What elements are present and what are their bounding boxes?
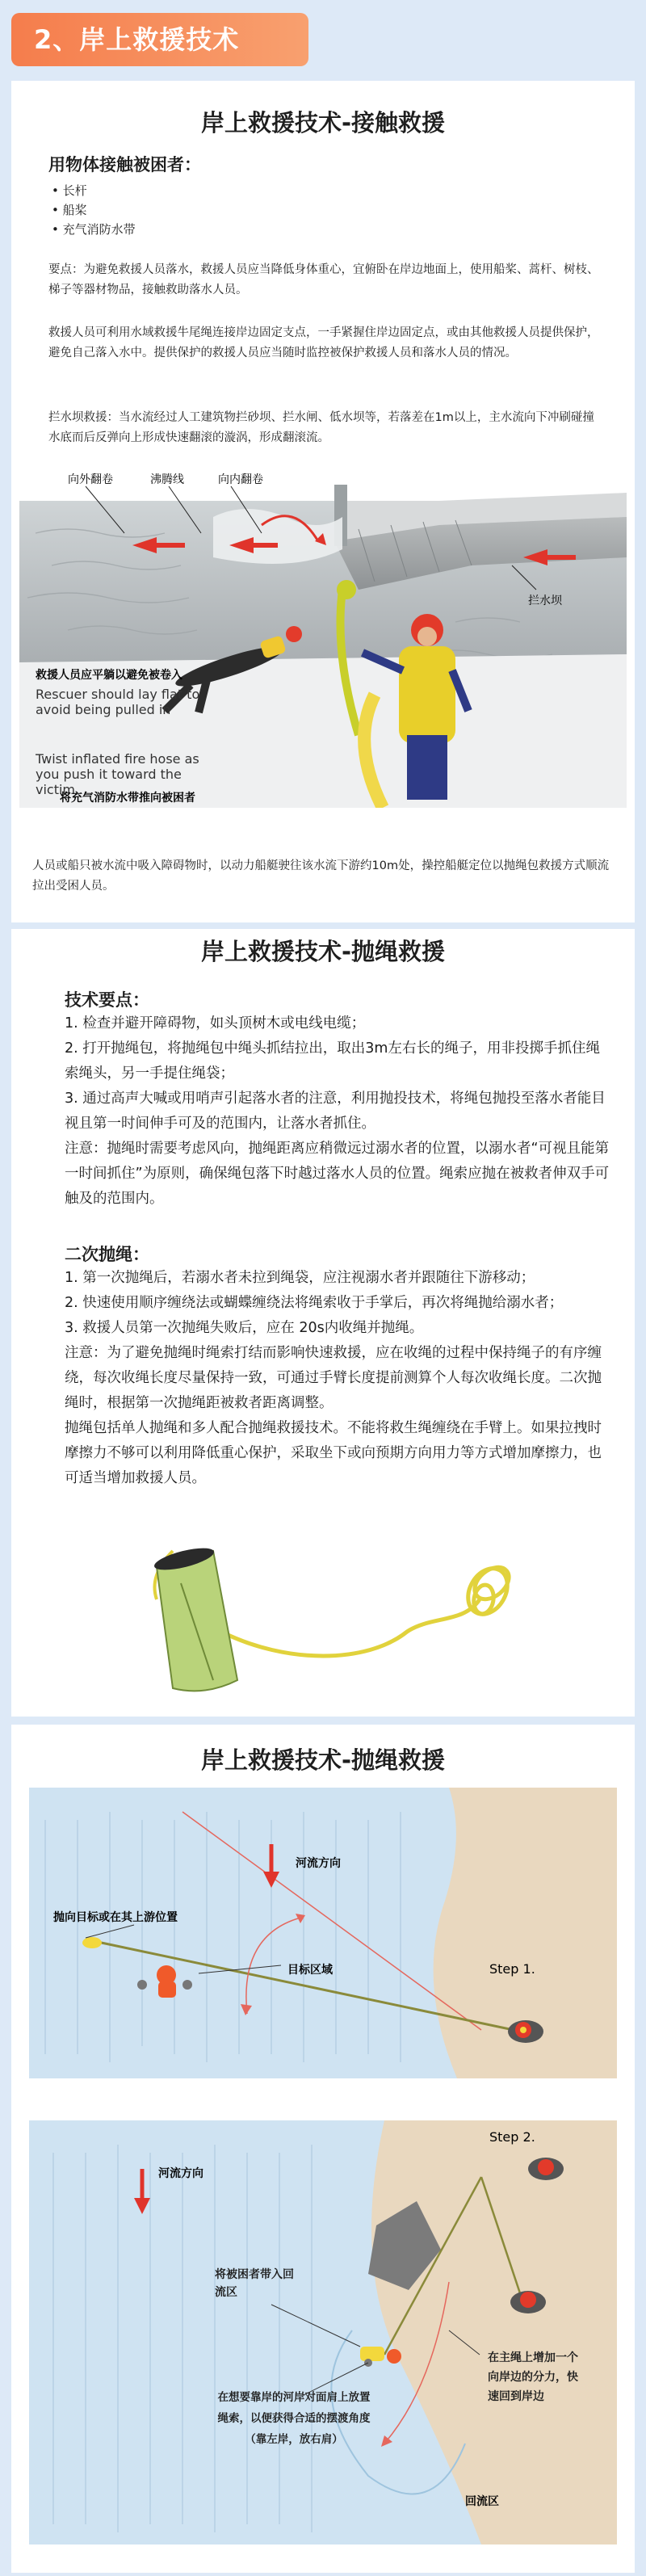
label-step1: Step 1. (489, 1961, 535, 1977)
label-into-eddy: 将被困者带入回流区 (215, 2268, 294, 2299)
label-rescuer-en: Rescuer should lay flat to avoid being pulled in (36, 687, 200, 717)
bullet-item: • 长杆 (52, 181, 136, 200)
point-item: 3. 救援人员第一次抛绳失败后，应在 20s内收绳并抛绳。 (65, 1320, 424, 1336)
bullet-list (52, 181, 136, 239)
section-tag: 2、岸上救援技术 (11, 13, 308, 66)
point-item: 2. 快速使用顺序缠绕法或蝴蝶缠绕法将绳索收于手掌后，再次将绳抛给溺水者； (65, 1295, 564, 1311)
throw-steps-card (11, 1725, 635, 2573)
label-hose-en: Twist inflated fire hose as you push it toward the victim (36, 751, 199, 797)
subtitle: 用物体接触被困者： (48, 155, 201, 174)
point-item: 3. 通过高声大喊或用哨声引起落水者的注意，利用抛投技术，将绳包抛投至落水者能目视且第一时间伸手可及的范围内，让落水者抓住。 (65, 1090, 606, 1132)
label-target-zone: 目标区域 (287, 1964, 333, 1977)
label-in: 向内翻卷 (218, 473, 263, 486)
label-river-direction: 河流方向 (158, 2167, 203, 2180)
label-boil: 沸腾线 (150, 473, 184, 486)
step1-diagram (29, 1788, 617, 2078)
throw-bag-rescue-card (11, 929, 635, 1717)
heading: 技术要点： (65, 990, 149, 1010)
paragraph: 救援人员可利用水域救援牛尾绳连接岸边固定支点，一手紧握住岸边固定点，或由其他救援人员提供保护，避免自己落入水中。提供保护的救援人员应当随时监控被保护救援人员和落水人员的情况。 (48, 326, 599, 359)
point-item: 抛绳包括单人抛绳和多人配合抛绳救援技术。不能将救生绳缠绕在手臂上。如果拉拽时摩擦力不够可以利用降低重心保护，采取坐下或向预期方向用力等方式增加摩擦力，也可适当增加救援人员。 (65, 1420, 602, 1486)
bullet-item: • 充气消防水带 (52, 220, 136, 239)
card-title: 岸上救援技术-抛绳救援 (200, 1746, 446, 1774)
label-ferry-angle: 在想要靠岸的河岸对面肩上放置绳索，以便获得合适的摆渡角度（靠左岸，放右肩） (217, 2391, 371, 2446)
label-hose-cn: 将充气消防水带推向被困者 (60, 792, 195, 805)
paragraph: 人员或船只被水流中吸入障碍物时，以动力船艇驶往该水流下游约10m处，操控船艇定位以抛绳包救援方式顺流拉出受困人员。 (32, 859, 610, 893)
point-item: 注意：为了避免抛绳时绳索打结而影响快速救援，应在收绳的过程中保持绳子的有序缠绕，每次收绳长度尽量保持一致，可通过手臂长度提前测算个人每次收绳长度。二次抛绳时，根据第一次抛绳距被救者距离调整。 (65, 1345, 602, 1411)
heading: 二次抛绳： (65, 1245, 149, 1264)
point-item: 注意：抛绳时需要考虑风向，抛绳距离应稍微远过溺水者的位置，以溺水者“可视且能第一时间抓住”为原则，确保绳包落下时越过落水人员的位置。绳索应抛在被救者伸双手可触及的范围内。 (65, 1141, 610, 1207)
rescuer-mid-figure (510, 2291, 546, 2313)
label-river-direction: 河流方向 (296, 1857, 341, 1870)
bullet-item: • 船桨 (52, 200, 136, 220)
contact-rescue-card (11, 81, 635, 922)
thrower-figure (508, 2020, 543, 2043)
label-out: 向外翻卷 (68, 473, 113, 486)
paragraph: 要点：为避免救援人员落水，救援人员应当降低身体重心，宜俯卧在岸边地面上，使用船桨、蒿杆、树枝、梯子等器材物品，接触救助落水人员。 (48, 263, 599, 296)
card-title: 岸上救援技术-抛绳救援 (200, 938, 446, 965)
step2-diagram (29, 2120, 617, 2544)
label-eddy-zone: 回流区 (465, 2495, 499, 2508)
label-extra-force: 在主绳上增加一个向岸边的分力，快速回到岸边 (488, 2351, 578, 2403)
tech-points (65, 1011, 614, 1212)
throw-bag-icon (157, 1551, 237, 1691)
point-item: 2. 打开抛绳包，将抛绳包中绳头抓结拉出，取出3m左右长的绳子，用非投掷手抓住绳索绳头，另一手提住绳袋； (65, 1040, 600, 1082)
label-rescuer-cn: 救援人员应平躺以避免被卷入 (36, 669, 182, 682)
throw-bag-illustration (124, 1535, 528, 1704)
dam-rescue-illustration (19, 469, 627, 808)
paragraph: 拦水坝救援：当水流经过人工建筑物拦砂坝、拦水闸、低水坝等，若落差在1m以上，主水流向下冲刷碰撞水底而后反弹向上形成快速翻滚的漩涡，形成翻滚流。 (48, 411, 594, 444)
rescuer-top-figure (528, 2158, 564, 2180)
point-item: 1. 第一次抛绳后，若溺水者未拉到绳袋，应注视溺水者并跟随往下游移动； (65, 1270, 535, 1286)
card-title: 岸上救援技术-接触救援 (200, 109, 446, 137)
label-dam: 拦水坝 (528, 595, 562, 607)
second-throw-points (65, 1266, 614, 1491)
label-throw-target: 抛向目标或在其上游位置 (53, 1911, 178, 1924)
label-step2: Step 2. (489, 2129, 535, 2145)
point-item: 1. 检查并避开障碍物，如头顶树木或电线电缆； (65, 1015, 366, 1032)
